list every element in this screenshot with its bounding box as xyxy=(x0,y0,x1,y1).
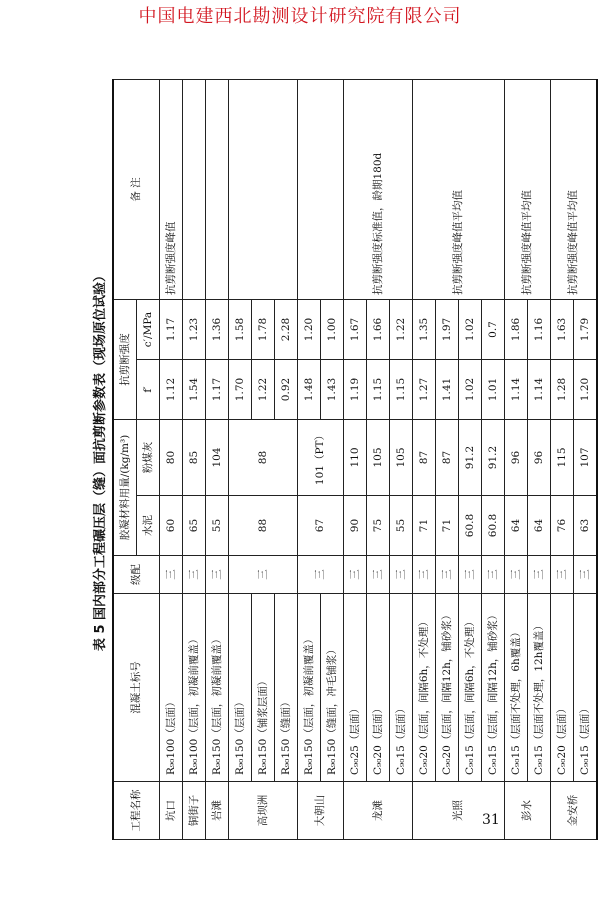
header-cement: 水泥 xyxy=(137,496,160,556)
cell-f: 1.43 xyxy=(321,360,344,420)
cell-project: 彭水 xyxy=(505,782,551,840)
cell-c: 1.02 xyxy=(459,300,482,360)
header-binder: 胶凝材料用量/(kg/m³) xyxy=(113,420,137,556)
cell-grade: 三 xyxy=(482,556,505,594)
cell-remark: 抗剪断强度峰值平均值 xyxy=(551,80,598,300)
table-row xyxy=(160,80,183,840)
cell-grade: 三 xyxy=(528,556,551,594)
cell-grade: 三 xyxy=(183,556,206,594)
cell-cement: 88 xyxy=(229,496,298,556)
cell-c: 1.63 xyxy=(551,300,574,360)
cell-f: 1.28 xyxy=(551,360,574,420)
cell-mix: R₉₀150（缝面，冲毛铺浆） xyxy=(321,594,344,782)
table-row xyxy=(206,80,229,840)
cell-f: 1.19 xyxy=(344,360,367,420)
cell-c: 1.36 xyxy=(206,300,229,360)
cell-cement: 76 xyxy=(551,496,574,556)
cell-c: 1.23 xyxy=(183,300,206,360)
cell-c: 0.7 xyxy=(482,300,505,360)
cell-mix: C₉₀25（层面） xyxy=(344,594,367,782)
cell-cement: 64 xyxy=(528,496,551,556)
cell-mix: C₉₀20（层面，间隔6h，不处理） xyxy=(413,594,436,782)
cell-f: 1.17 xyxy=(206,360,229,420)
cell-remark: 抗剪断强度峰值平均值 xyxy=(413,80,505,300)
header-f: f′ xyxy=(137,360,160,420)
cell-mix: R₉₀150（层面，初凝前覆盖） xyxy=(206,594,229,782)
table-row xyxy=(551,80,574,840)
cell-grade: 三 xyxy=(436,556,459,594)
header-c: c′/MPa xyxy=(137,300,160,360)
cell-flyash: 105 xyxy=(367,420,390,496)
cell-remark: 抗剪断强度峰值平均值 xyxy=(505,80,551,300)
cell-c: 1.35 xyxy=(413,300,436,360)
cell-flyash: 101（PT） xyxy=(298,420,344,496)
cell-c: 1.86 xyxy=(505,300,528,360)
cell-f: 1.02 xyxy=(459,360,482,420)
cell-flyash: 104 xyxy=(206,420,229,496)
cell-project: 龙滩 xyxy=(344,782,413,840)
cell-f: 1.54 xyxy=(183,360,206,420)
cell-cement: 67 xyxy=(298,496,344,556)
cell-c: 1.20 xyxy=(298,300,321,360)
cell-remark xyxy=(229,80,298,300)
cell-flyash: 96 xyxy=(528,420,551,496)
header-remark: 备 注 xyxy=(113,80,160,300)
cell-f: 1.27 xyxy=(413,360,436,420)
cell-flyash: 115 xyxy=(551,420,574,496)
cell-mix: R₉₀100（层面，初凝前覆盖） xyxy=(183,594,206,782)
cell-f: 1.14 xyxy=(505,360,528,420)
cell-flyash: 107 xyxy=(574,420,598,496)
table-row xyxy=(183,80,206,840)
cell-remark xyxy=(206,80,229,300)
cell-mix: C₉₀20（层面，间隔12h，铺砂浆） xyxy=(436,594,459,782)
cell-f: 1.01 xyxy=(482,360,505,420)
cell-f: 1.15 xyxy=(390,360,413,420)
cell-remark xyxy=(298,80,344,300)
cell-c: 1.58 xyxy=(229,300,252,360)
cell-f: 1.41 xyxy=(436,360,459,420)
cell-f: 0.92 xyxy=(275,360,298,420)
cell-mix: C₉₀15（层面不处理，6h覆盖） xyxy=(505,594,528,782)
cell-cement: 55 xyxy=(206,496,229,556)
shear-parameter-table xyxy=(112,79,598,840)
cell-grade: 三 xyxy=(160,556,183,594)
cell-grade: 三 xyxy=(459,556,482,594)
cell-mix: R₉₀150（铺浆层面） xyxy=(252,594,275,782)
cell-flyash: 96 xyxy=(505,420,528,496)
cell-c: 1.22 xyxy=(390,300,413,360)
cell-f: 1.12 xyxy=(160,360,183,420)
header-flyash: 粉煤灰 xyxy=(137,420,160,496)
cell-cement: 64 xyxy=(505,496,528,556)
cell-c: 1.00 xyxy=(321,300,344,360)
header-shear: 抗剪断强度 xyxy=(113,300,137,420)
cell-c: 2.28 xyxy=(275,300,298,360)
cell-mix: C₉₀15（层面） xyxy=(390,594,413,782)
cell-c: 1.17 xyxy=(160,300,183,360)
table-row xyxy=(229,80,252,840)
table-row xyxy=(298,80,321,840)
cell-mix: C₉₀15（层面，间隔6h，不处理） xyxy=(459,594,482,782)
cell-cement: 60.8 xyxy=(459,496,482,556)
cell-remark: 抗剪断强度峰值 xyxy=(160,80,183,300)
cell-flyash: 91.2 xyxy=(459,420,482,496)
cell-cement: 60.8 xyxy=(482,496,505,556)
cell-mix: C₉₀20（层面） xyxy=(551,594,574,782)
header-grade: 级配 xyxy=(113,556,160,594)
cell-cement: 65 xyxy=(183,496,206,556)
cell-project: 金安桥 xyxy=(551,782,598,840)
header-mix: 混凝土标号 xyxy=(113,594,160,782)
cell-c: 1.78 xyxy=(252,300,275,360)
cell-mix: R₉₀150（层面） xyxy=(229,594,252,782)
cell-f: 1.70 xyxy=(229,360,252,420)
cell-f: 1.20 xyxy=(574,360,598,420)
cell-flyash: 110 xyxy=(344,420,367,496)
cell-grade: 三 xyxy=(390,556,413,594)
cell-f: 1.15 xyxy=(367,360,390,420)
table-row xyxy=(413,80,436,840)
cell-flyash: 105 xyxy=(390,420,413,496)
cell-project: 大朝山 xyxy=(298,782,344,840)
cell-grade: 三 xyxy=(229,556,298,594)
cell-cement: 63 xyxy=(574,496,598,556)
cell-flyash: 87 xyxy=(413,420,436,496)
cell-cement: 71 xyxy=(413,496,436,556)
page-number: 31 xyxy=(482,812,500,828)
cell-c: 1.97 xyxy=(436,300,459,360)
cell-mix: C₉₀15（层面） xyxy=(574,594,598,782)
cell-c: 1.66 xyxy=(367,300,390,360)
cell-f: 1.14 xyxy=(528,360,551,420)
cell-project: 岩滩 xyxy=(206,782,229,840)
cell-flyash: 85 xyxy=(183,420,206,496)
cell-remark xyxy=(183,80,206,300)
cell-grade: 三 xyxy=(298,556,344,594)
cell-cement: 55 xyxy=(390,496,413,556)
cell-project: 铜街子 xyxy=(183,782,206,840)
cell-flyash: 88 xyxy=(229,420,298,496)
cell-cement: 71 xyxy=(436,496,459,556)
cell-grade: 三 xyxy=(344,556,367,594)
cell-c: 1.16 xyxy=(528,300,551,360)
cell-remark: 抗剪断强度标准值，龄期180d xyxy=(344,80,413,300)
cell-f: 1.48 xyxy=(298,360,321,420)
table-title: 表 5 国内部分工程碾压层（缝）面抗剪断参数表（现场原位试验） xyxy=(93,268,108,652)
table-row xyxy=(505,80,528,840)
cell-flyash: 87 xyxy=(436,420,459,496)
cell-mix: R₉₀100（层面） xyxy=(160,594,183,782)
cell-c: 1.67 xyxy=(344,300,367,360)
cell-grade: 三 xyxy=(505,556,528,594)
cell-project: 坑口 xyxy=(160,782,183,840)
cell-project: 高坝洲 xyxy=(229,782,298,840)
cell-c: 1.79 xyxy=(574,300,598,360)
cell-project: 光照 xyxy=(413,782,505,840)
cell-mix: C₉₀20（层面） xyxy=(367,594,390,782)
table-row xyxy=(344,80,367,840)
cell-grade: 三 xyxy=(367,556,390,594)
page-header: 中国电建西北勘测设计研究院有限公司 xyxy=(138,6,462,27)
cell-mix: C₉₀15（层面不处理，12h覆盖） xyxy=(528,594,551,782)
cell-cement: 75 xyxy=(367,496,390,556)
cell-grade: 三 xyxy=(206,556,229,594)
cell-flyash: 80 xyxy=(160,420,183,496)
cell-mix: R₉₀150（缝面） xyxy=(275,594,298,782)
cell-cement: 60 xyxy=(160,496,183,556)
cell-flyash: 91.2 xyxy=(482,420,505,496)
cell-mix: R₉₀150（层面，初凝前覆盖） xyxy=(298,594,321,782)
header-project: 工程名称 xyxy=(113,782,160,840)
cell-grade: 三 xyxy=(413,556,436,594)
cell-grade: 三 xyxy=(574,556,598,594)
cell-f: 1.22 xyxy=(252,360,275,420)
cell-grade: 三 xyxy=(551,556,574,594)
cell-cement: 90 xyxy=(344,496,367,556)
cell-mix: C₉₀15（层面，间隔12h，铺砂浆） xyxy=(482,594,505,782)
rotated-table-wrapper xyxy=(90,80,591,840)
